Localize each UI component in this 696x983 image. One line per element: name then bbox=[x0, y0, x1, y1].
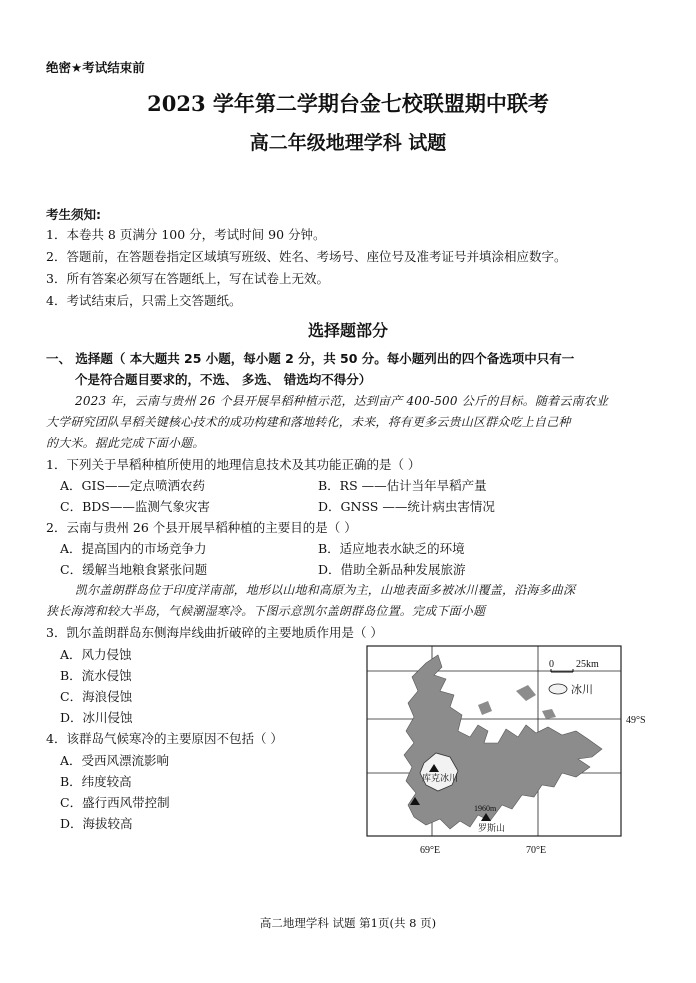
question-1-option-b[interactable]: B．RS ——估计当年旱稻产量 bbox=[318, 478, 487, 493]
longitude-east-label: 70°E bbox=[526, 845, 547, 856]
part-one-heading-cont: 个是符合题目要求的，不选、 多选、 错选均不得分） bbox=[75, 372, 372, 387]
question-2-option-c[interactable]: C．缓解当地粮食紧张问题 bbox=[60, 562, 208, 577]
exam-title: 2023 学年第二学期台金七校联盟期中联考 bbox=[147, 91, 549, 116]
kerguelen-map bbox=[366, 645, 656, 860]
glacier-name: 库克冰川 bbox=[422, 773, 459, 783]
passage-2-line: 狭长海湾和较大半岛，气候潮湿寒冷。下图示意凯尔盖朗群岛位置。完成下面小题 bbox=[46, 604, 486, 618]
question-2-option-d[interactable]: D．借助全新品种发展旅游 bbox=[318, 562, 466, 577]
svg-text:25km: 25km bbox=[576, 659, 599, 670]
question-3-option-b[interactable]: B．流水侵蚀 bbox=[60, 668, 132, 683]
question-1-option-c[interactable]: C．BDS——监测气象灾害 bbox=[60, 499, 210, 514]
question-4-option-b[interactable]: B．纬度较高 bbox=[60, 774, 132, 789]
question-3-option-d[interactable]: D．冰川侵蚀 bbox=[60, 710, 133, 725]
question-4-option-c[interactable]: C．盛行西风带控制 bbox=[60, 795, 170, 810]
question-1-stem: 1．下列关于旱稻种植所使用的地理信息技术及其功能正确的是（ ） bbox=[46, 457, 421, 472]
exam-subtitle: 高二年级地理学科 试题 bbox=[249, 132, 447, 154]
map-legend bbox=[549, 682, 593, 696]
question-4-option-d[interactable]: D．海拔较高 bbox=[60, 816, 133, 831]
question-2-option-b[interactable]: B．适应地表水缺乏的环境 bbox=[318, 541, 465, 556]
passage-1-line: 大学研究团队旱稻关键核心技术的成功构建和落地转化，未来，将有更多云贵山区群众吃上自己种 bbox=[46, 415, 571, 429]
section-title: 选择题部分 bbox=[307, 321, 388, 340]
question-3-option-c[interactable]: C．海浪侵蚀 bbox=[60, 689, 133, 704]
passage-1-line: 的大米。据此完成下面小题。 bbox=[46, 436, 205, 450]
question-1-option-a[interactable]: A．GIS——定点喷洒农药 bbox=[60, 478, 206, 493]
longitude-west-label: 69°E bbox=[420, 845, 441, 856]
secret-label: 绝密★考试结束前 bbox=[46, 60, 145, 75]
notice-item: 3．所有答案必须写在答题纸上，写在试卷上无效。 bbox=[46, 271, 329, 286]
legend-glacier-label: 冰川 bbox=[571, 684, 593, 696]
svg-text:0: 0 bbox=[549, 659, 554, 670]
notice-item: 1．本卷共 8 页满分 100 分，考试时间 90 分钟。 bbox=[46, 227, 326, 242]
part-one-heading: 一、 选择题（ 本大题共 25 小题，每小题 2 分，共 50 分。每小题列出的四个备选项中只有一 bbox=[46, 351, 575, 366]
peak-height: 1960m bbox=[474, 804, 497, 813]
notice-item: 4．考试结束后，只需上交答题纸。 bbox=[46, 293, 242, 308]
peak-name: 罗斯山 bbox=[478, 823, 506, 833]
question-2-stem: 2．云南与贵州 26 个县开展旱稻种植的主要目的是（ ） bbox=[46, 520, 357, 535]
question-4-option-a[interactable]: A．受西风漂流影响 bbox=[60, 753, 170, 768]
glacier-legend-icon bbox=[549, 684, 567, 694]
passage-2-line: 凯尔盖朗群岛位于印度洋南部，地形以山地和高原为主，山地表面多被冰川覆盖，沿海多曲深 bbox=[75, 583, 576, 597]
notice-item: 2．答题前，在答题卷指定区域填写班级、姓名、考场号、座位号及准考证号并填涂相应数字。 bbox=[46, 249, 567, 264]
question-3-option-a[interactable]: A．风力侵蚀 bbox=[60, 647, 132, 662]
passage-1-line: 2023 年，云南与贵州 26 个县开展旱稻种植示范，达到亩产 400-500 公斤的目标。随着云南农业 bbox=[75, 394, 609, 408]
question-2-option-a[interactable]: A．提高国内的市场竞争力 bbox=[60, 541, 207, 556]
question-4-stem: 4．该群岛气候寒冷的主要原因不包括（ ） bbox=[46, 731, 283, 746]
page-footer: 高二地理学科 试题 第1页(共 8 页) bbox=[259, 916, 437, 930]
question-1-option-d[interactable]: D．GNSS ——统计病虫害情况 bbox=[318, 499, 495, 514]
latitude-label: 49°S bbox=[626, 715, 646, 726]
notice-heading: 考生须知: bbox=[46, 207, 101, 222]
question-3-stem: 3．凯尔盖朗群岛东侧海岸线曲折破碎的主要地质作用是（ ） bbox=[46, 625, 383, 640]
